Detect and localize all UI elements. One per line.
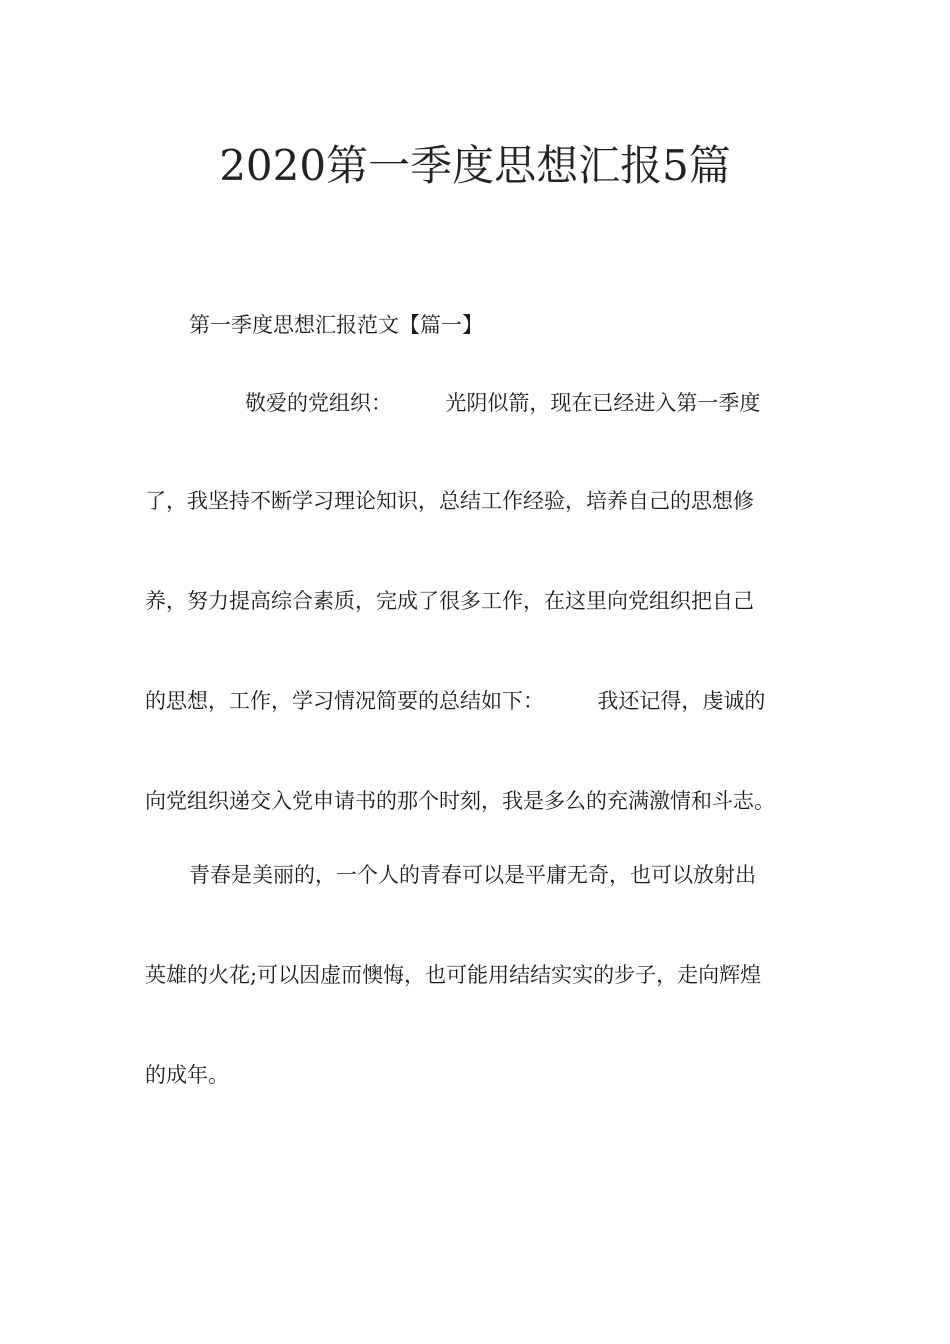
paragraph-line: 向党组织递交入党申请书的那个时刻，我是多么的充满激情和斗志。	[145, 789, 775, 813]
paragraph-line: 了，我坚持不断学习理论知识，总结工作经验，培养自己的思想修	[145, 489, 754, 513]
paragraph-line: 的思想，工作，学习情况简要的总结如下： 我还记得，虔诚的	[145, 689, 766, 713]
paragraph-line: 青春是美丽的，一个人的青春可以是平庸无奇，也可以放射出	[189, 863, 756, 887]
paragraph-line: 敬爱的党组织： 光阴似箭，现在已经进入第一季度	[245, 391, 761, 415]
paragraph-line: 养，努力提高综合素质，完成了很多工作，在这里向党组织把自己	[145, 589, 754, 613]
document-title: 2020第一季度思想汇报5篇	[219, 141, 731, 190]
paragraph-line: 的成年。	[145, 1063, 229, 1087]
paragraph-line: 英雄的火花;可以因虚而懊悔，也可能用结结实实的步子，走向辉煌	[145, 963, 762, 987]
section-heading: 第一季度思想汇报范文【篇一】	[189, 313, 483, 337]
